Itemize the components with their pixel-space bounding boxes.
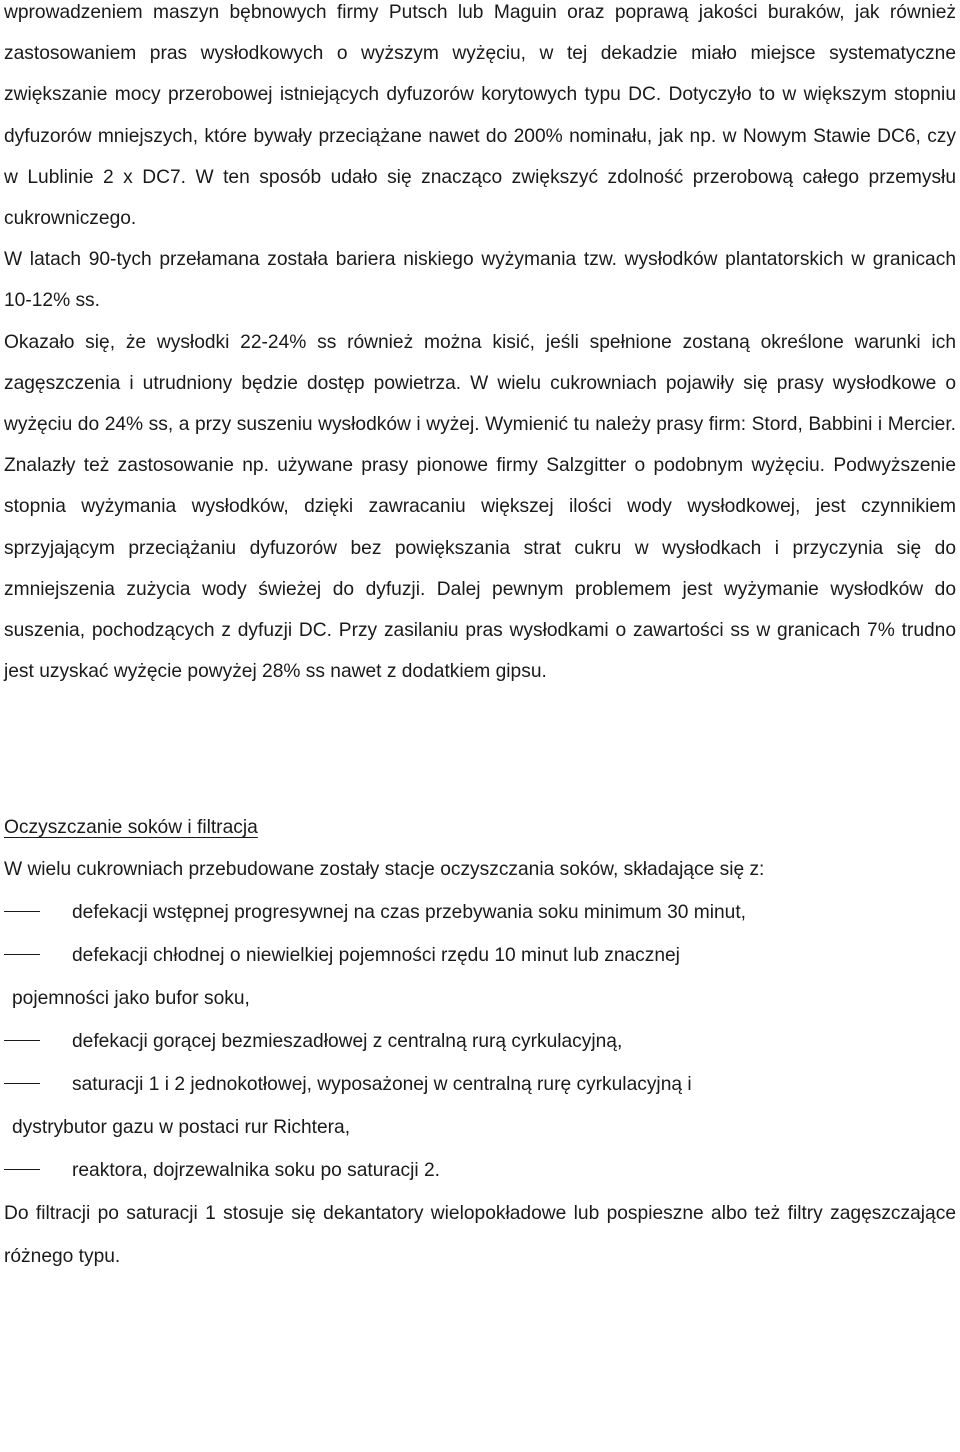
list-item-text: reaktora, dojrzewalnika soku po saturacji 2. (72, 1159, 440, 1181)
list-item (4, 934, 956, 977)
section-heading: Oczyszczanie soków i filtracja (4, 817, 258, 839)
body-paragraph: wprowadzeniem maszyn bębnowych firmy Putsch lub Maguin oraz poprawą jakości buraków, jak również zastosowaniem pras wysłodkowych o wyższym wyżęciu, w tej dekadzie miało miejsce systematyczne zwiększanie mocy przerobowej istniejących dyfuzorów korytowych typu DC. Dotyczyło to w większym stopniu dyfuzorów mniejszych, które bywały przeciążane nawet do 200% nominału, jak np. w Nowym Stawie DC6, czy w Lublinie 2 x DC7. W ten sposób udało się znacząco zwiększyć zdolność przerobową całego przemysłu cukrowniczego. (4, 2, 956, 230)
body-paragraph: Okazało się, że wysłodki 22-24% ss również można kisić, jeśli spełnione zostaną określone warunki ich zagęszczenia i utrudniony będzie dostęp powietrza. W wielu cukrowniach pojawiły się prasy wysłodkowe o wyżęciu do 24% ss, a przy suszeniu wysłodków i wyżej. Wymienić tu należy prasy firm: Stord, Babbini i Mercier. Znalazły też zastosowanie np. używane prasy pionowe firmy Salzgitter o podobnym wyżęciu. Podwyższenie stopnia wyżymania wysłodków, dzięki zawracaniu większej ilości wody wysłodkowej, jest czynnikiem sprzyjającym przeciążaniu dyfuzorów bez powiększania strat cukru w wysłodkach i przyczynia się do zmniejszenia zużycia wody świeżej do dyfuzji. Dalej pewnym problemem jest wyżymanie wysłodków do suszenia, pochodzących z dyfuzji DC. Przy zasilaniu pras wysłodkami o zawartości ss w granicach 7% trudno jest uzyskać wyżęcie powyżej 28% ss nawet z dodatkiem gipsu. (4, 331, 956, 683)
dash-bullet-icon (4, 954, 40, 955)
list-item (4, 891, 956, 934)
list-item (4, 1063, 956, 1106)
closing-paragraph: Do filtracji po saturacji 1 stosuje się dekantatory wielopokładowe lub pospieszne albo też filtry zagęszczające różnego typu. (4, 1202, 956, 1267)
body-paragraph: W latach 90-tych przełamana została bariera niskiego wyżymania tzw. wysłodków plantatorskich w granicach 10-12% ss. (4, 249, 956, 312)
section-intro: W wielu cukrowniach przebudowane zostały stacje oczyszczania soków, składające się z: (4, 858, 765, 880)
list-item-text: saturacji 1 i 2 jednokotłowej, wyposażonej w centralną rurę cyrkulacyjną i (72, 1073, 692, 1095)
dash-bullet-icon (4, 1040, 40, 1041)
list-item-text: defekacji chłodnej o niewielkiej pojemności rzędu 10 minut lub znacznej (72, 944, 680, 966)
process-list (4, 891, 956, 1192)
dash-bullet-icon (4, 1169, 40, 1170)
document-page (4, 0, 956, 1278)
dash-bullet-icon (4, 1083, 40, 1084)
dash-bullet-icon (4, 911, 40, 912)
list-item-text: defekacji wstępnej progresywnej na czas przebywania soku minimum 30 minut, (72, 901, 747, 923)
list-item (4, 1020, 956, 1063)
list-item-continuation: dystrybutor gazu w postaci rur Richtera, (12, 1116, 351, 1138)
list-item (4, 1149, 956, 1192)
list-item-continuation: pojemności jako bufor soku, (12, 987, 250, 1009)
list-item-text: defekacji gorącej bezmieszadłowej z centralną rurą cyrkulacyjną, (72, 1030, 623, 1052)
section-spacer (4, 692, 956, 807)
